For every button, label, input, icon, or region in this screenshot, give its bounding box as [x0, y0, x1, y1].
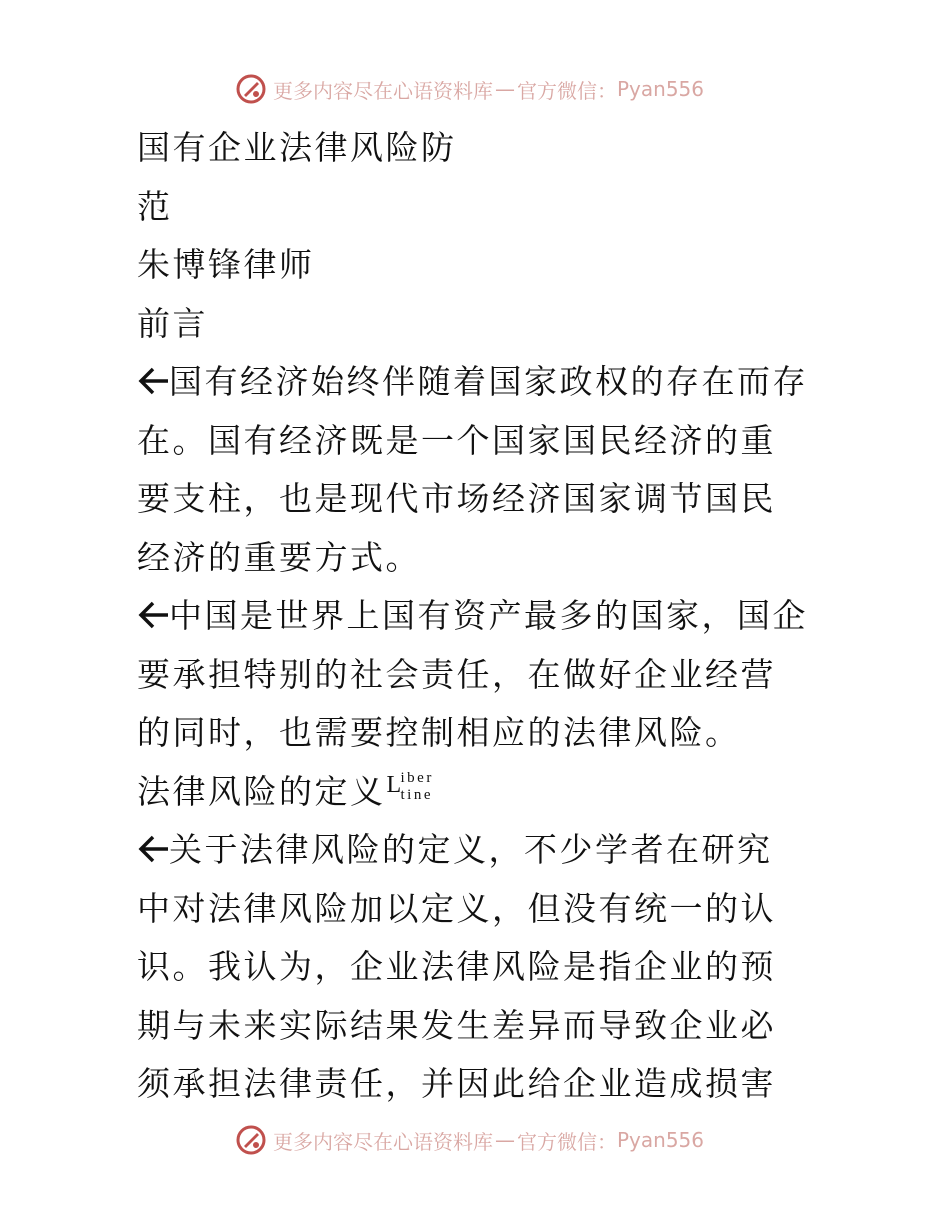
watermark-account: Pyan556	[617, 77, 705, 101]
paragraph-line: 期与未来实际结果发生差异而导致企业必	[137, 1005, 776, 1045]
section-heading-definition: 法律风险的定义 L iber tine	[137, 763, 817, 822]
paragraph-line: 在。国有经济既是一个国家国民经济的重	[137, 420, 776, 460]
paragraph-line: 经济的重要方式。	[137, 537, 421, 577]
watermark-suffix: 官方微信：	[517, 1129, 617, 1154]
document-title: 国有企业法律风险防	[137, 128, 457, 167]
watermark-text: 更多内容尽在心语资料库	[273, 1129, 493, 1154]
paragraph-line: 的同时，也需要控制相应的法律风险。	[137, 713, 741, 752]
paragraph-line: 要承担特别的社会责任，在做好企业经营	[137, 654, 776, 694]
document-body	[137, 119, 817, 1114]
paragraph-line: 识。我认为，企业法律风险是指企业的预	[137, 947, 776, 986]
paragraph-line: 要支柱，也是现代市场经济国家调节国民	[137, 479, 776, 518]
paragraph-line: 中国是世界上国有资产最多的国家，国企	[137, 587, 817, 646]
paragraph-line: 须承担法律责任，并因此给企业造成损害	[137, 1064, 776, 1103]
paragraph-line: 国有经济始终伴随着国家政权的存在而存	[137, 353, 817, 412]
paragraph-line: 中对法律风险加以定义，但没有统一的认	[137, 888, 776, 928]
watermark-suffix: 官方微信：	[517, 78, 617, 103]
watermark-text: 更多内容尽在心语资料库	[273, 78, 493, 103]
logo-icon	[235, 1124, 267, 1156]
header-watermark	[235, 72, 704, 106]
section-heading-preface: 前言	[137, 303, 208, 343]
logo-icon	[235, 73, 267, 105]
watermark-separator: —	[495, 1128, 515, 1152]
author: 朱博锋律师	[137, 245, 315, 284]
arrow-left-icon	[137, 366, 171, 396]
arrow-left-icon	[137, 600, 171, 630]
paragraph-line: 关于法律风险的定义，不少学者在研究	[137, 821, 817, 880]
watermark-account: Pyan556	[617, 1128, 705, 1152]
footer-watermark	[235, 1123, 704, 1157]
watermark-separator: —	[495, 77, 515, 101]
document-title-continued: 范	[137, 186, 173, 226]
liber-mark: L iber tine	[386, 769, 434, 803]
arrow-left-icon	[137, 834, 171, 864]
